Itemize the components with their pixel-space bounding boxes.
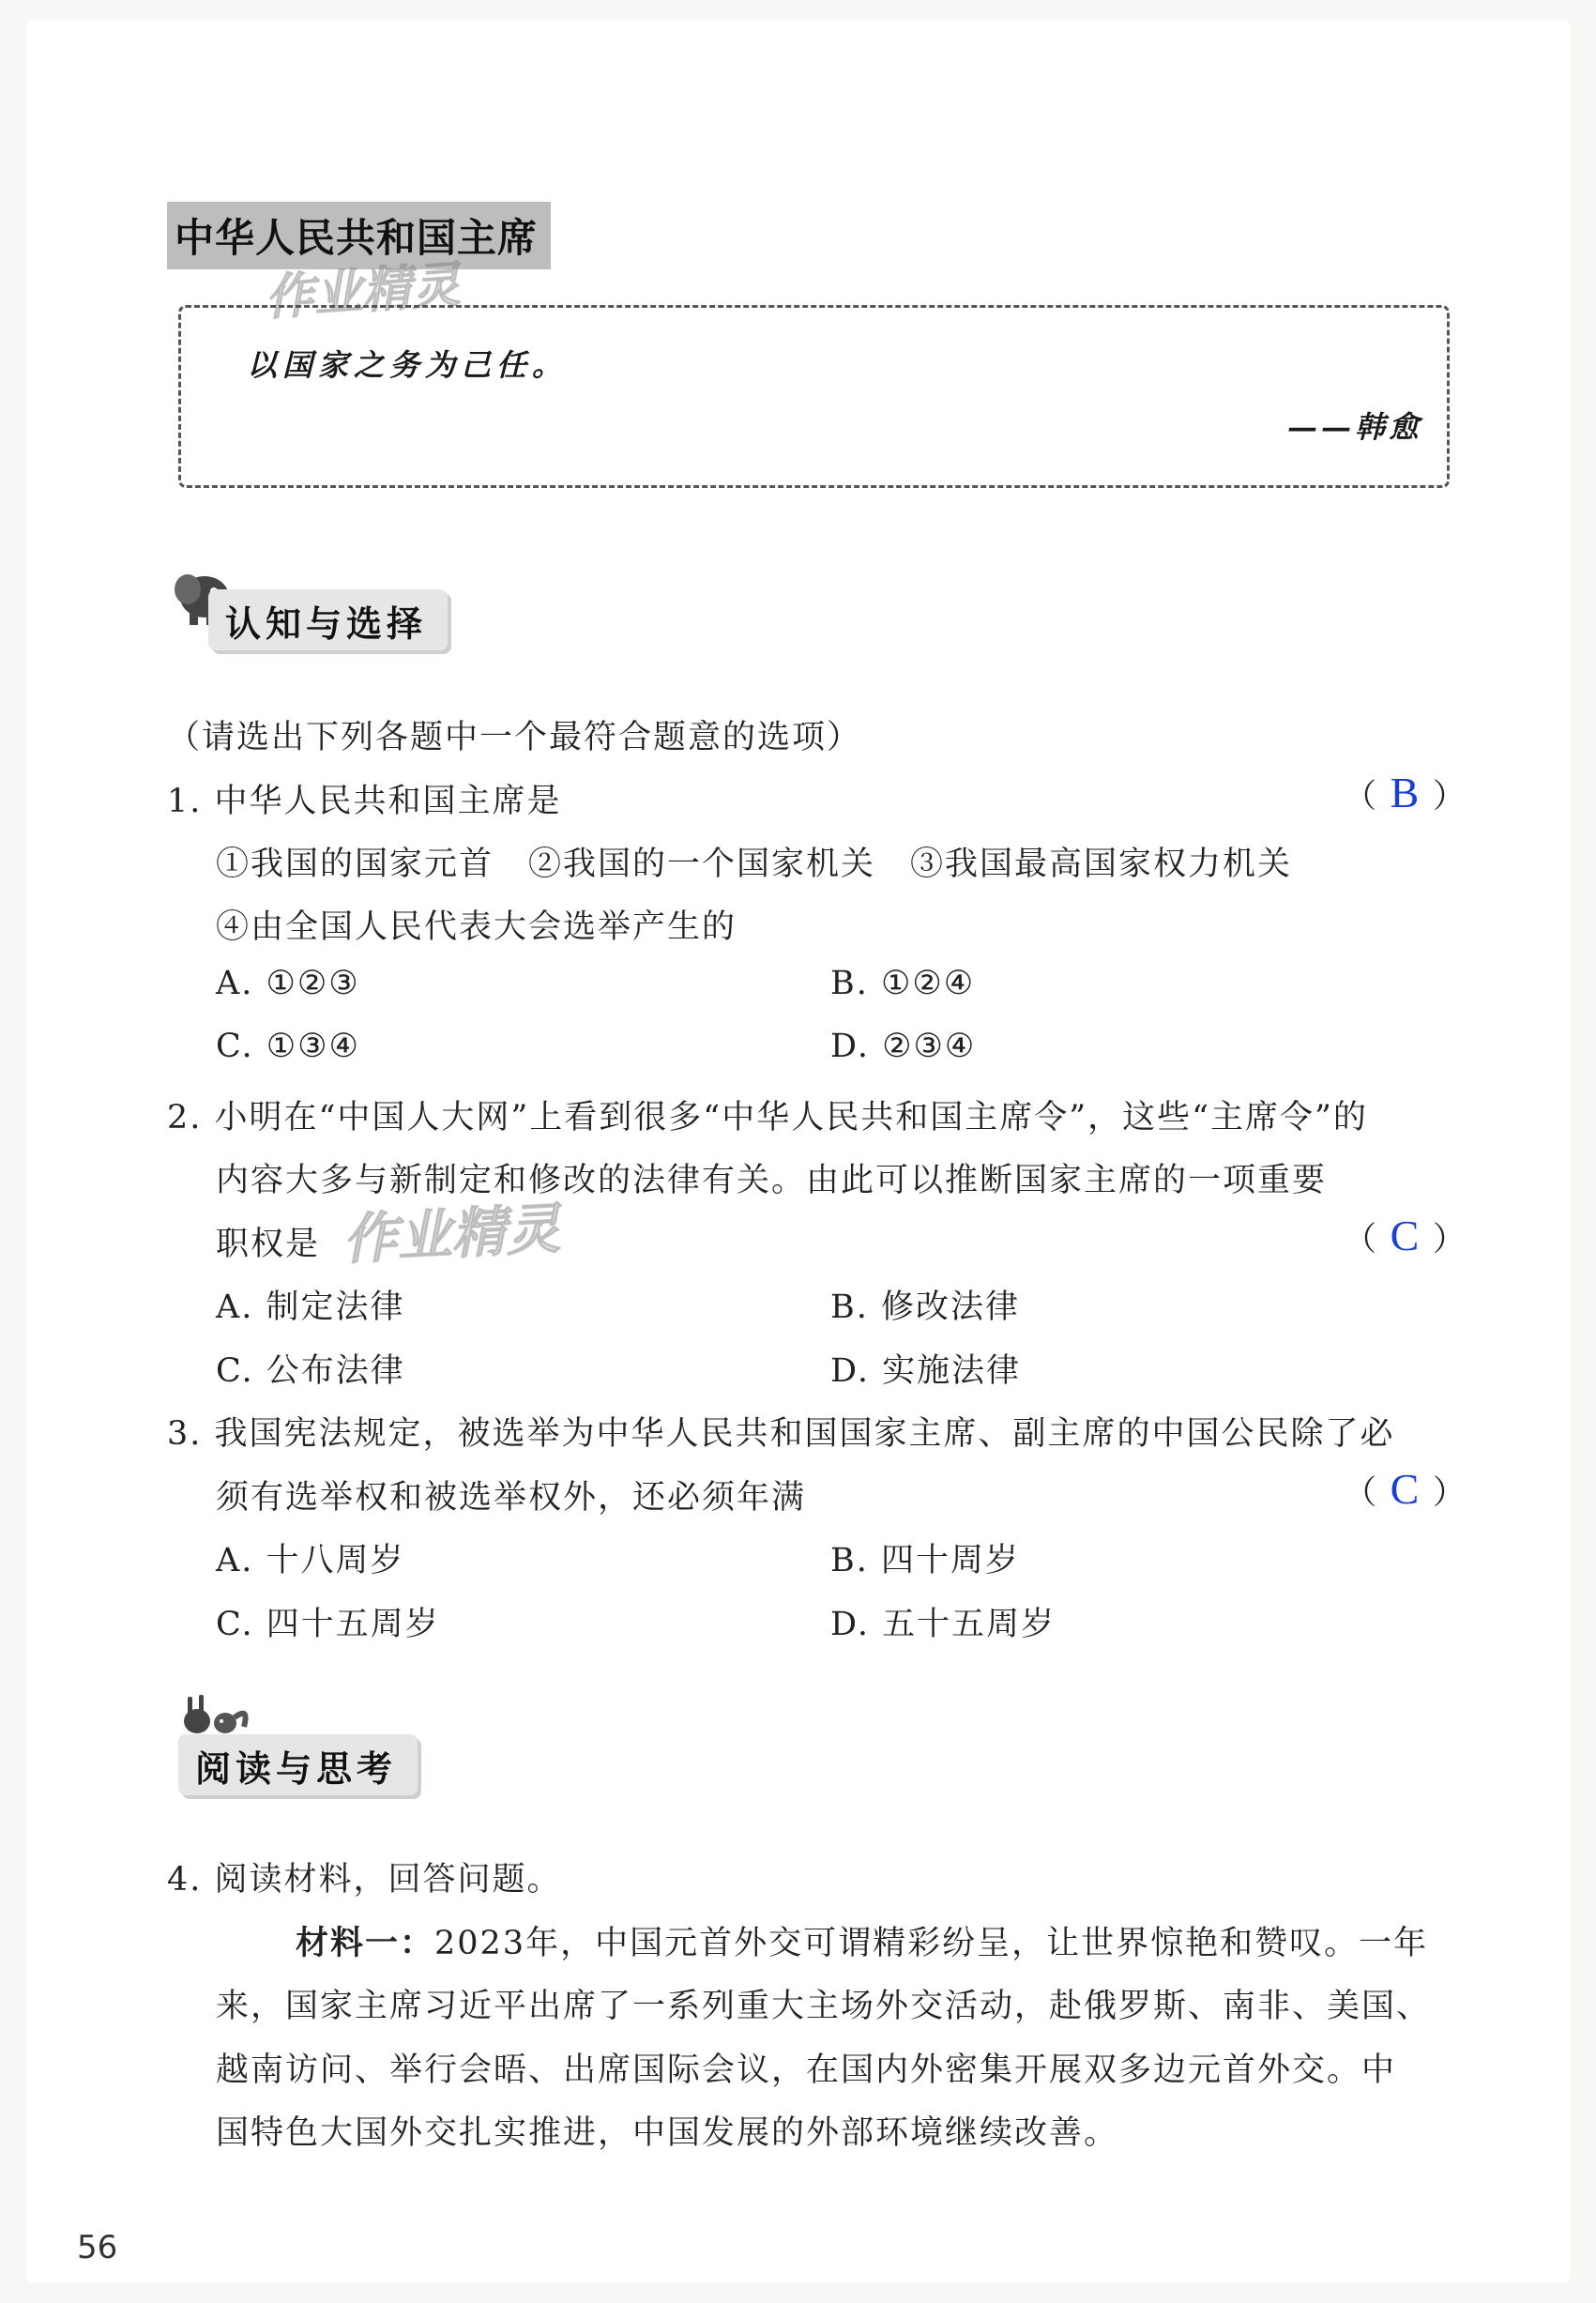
section-label: 阅读与思考: [178, 1734, 418, 1795]
q1-option-a: A. ①②③: [216, 965, 360, 1002]
q1-option-c: C. ①③④: [216, 1028, 360, 1065]
material-text: 2023年，中国元首外交可谓精彩纷呈，让世界惊艳和赞叹。一年: [434, 1925, 1429, 1962]
q2-stem-line: 2. 小明在“中国人大网”上看到很多“中华人民共和国主席令”，这些“主席令”的: [167, 1099, 1368, 1136]
q2-answer: （ C ）: [1344, 1212, 1467, 1259]
q4-material-line: 国特色大国外交扎实推进，中国发展的外部环境继续改善。: [216, 2114, 1119, 2152]
section-label: 认知与选择: [208, 589, 448, 650]
q3-option-c: C. 四十五周岁: [216, 1606, 440, 1643]
q3-stem-line: 3. 我国宪法规定，被选举为中华人民共和国国家主席、副主席的中国公民除了必: [167, 1415, 1395, 1453]
instruction-text: （请选出下列各题中一个最符合题意的选项）: [167, 719, 862, 756]
q3-answer-letter: C: [1390, 1465, 1420, 1513]
animals-mascot-icon: [178, 1689, 253, 1736]
section-header-reading: [178, 1734, 418, 1795]
q1-statement-line: ④由全国人民代表大会选举产生的: [216, 908, 737, 946]
quote-text: 以国家之务为己任。: [247, 347, 569, 383]
q3-option-a: A. 十八周岁: [216, 1542, 405, 1579]
q2-option-c: C. 公布法律: [216, 1352, 405, 1390]
q3-option-b: B. 四十周岁: [830, 1542, 1020, 1579]
q2-option-d: D. 实施法律: [830, 1352, 1022, 1390]
quote-author: ——韩愈: [1286, 409, 1422, 445]
watermark-middle: 作业精灵: [341, 1196, 562, 1273]
q2-answer-letter: C: [1390, 1212, 1420, 1259]
lesson-title: 中华人民共和国主席: [167, 202, 551, 269]
q2-stem-line: 内容大多与新制定和修改的法律有关。由此可以推断国家主席的一项重要: [216, 1162, 1328, 1199]
q3-stem-line: 须有选举权和被选举权外，还必须年满: [216, 1479, 807, 1517]
material-label: 材料一：: [296, 1924, 435, 1962]
q1-stem: 1. 中华人民共和国主席是: [167, 783, 562, 820]
q1-statement-line: ①我国的国家元首 ②我国的一个国家机关 ③我国最高国家权力机关: [216, 846, 1293, 883]
quote-box: [178, 305, 1450, 488]
q2-stem-line: 职权是: [216, 1226, 321, 1263]
q2-option-b: B. 修改法律: [830, 1289, 1020, 1326]
q1-option-b: B. ①②④: [830, 965, 976, 1002]
q1-option-d: D. ②③④: [830, 1028, 977, 1065]
section-header-cognition: [208, 589, 448, 650]
q1-answer-letter: B: [1390, 769, 1420, 816]
q4-material-line: [296, 1917, 1428, 1964]
q2-option-a: A. 制定法律: [216, 1289, 405, 1326]
q4-material-line: 来，国家主席习近平出席了一系列重大主场外交活动，赴俄罗斯、南非、美国、: [216, 1988, 1432, 2025]
q4-material-line: 越南访问、举行会晤、出席国际会议，在国内外密集开展双多边元首外交。中: [216, 2051, 1397, 2089]
q3-option-d: D. 五十五周岁: [830, 1606, 1056, 1643]
page-number: 56: [77, 2229, 118, 2266]
watermark-top: 作业精灵: [263, 256, 463, 328]
q3-answer: （ C ）: [1344, 1465, 1467, 1513]
q1-answer: （ B ）: [1344, 769, 1467, 816]
q4-stem: 4. 阅读材料，回答问题。: [167, 1861, 562, 1899]
